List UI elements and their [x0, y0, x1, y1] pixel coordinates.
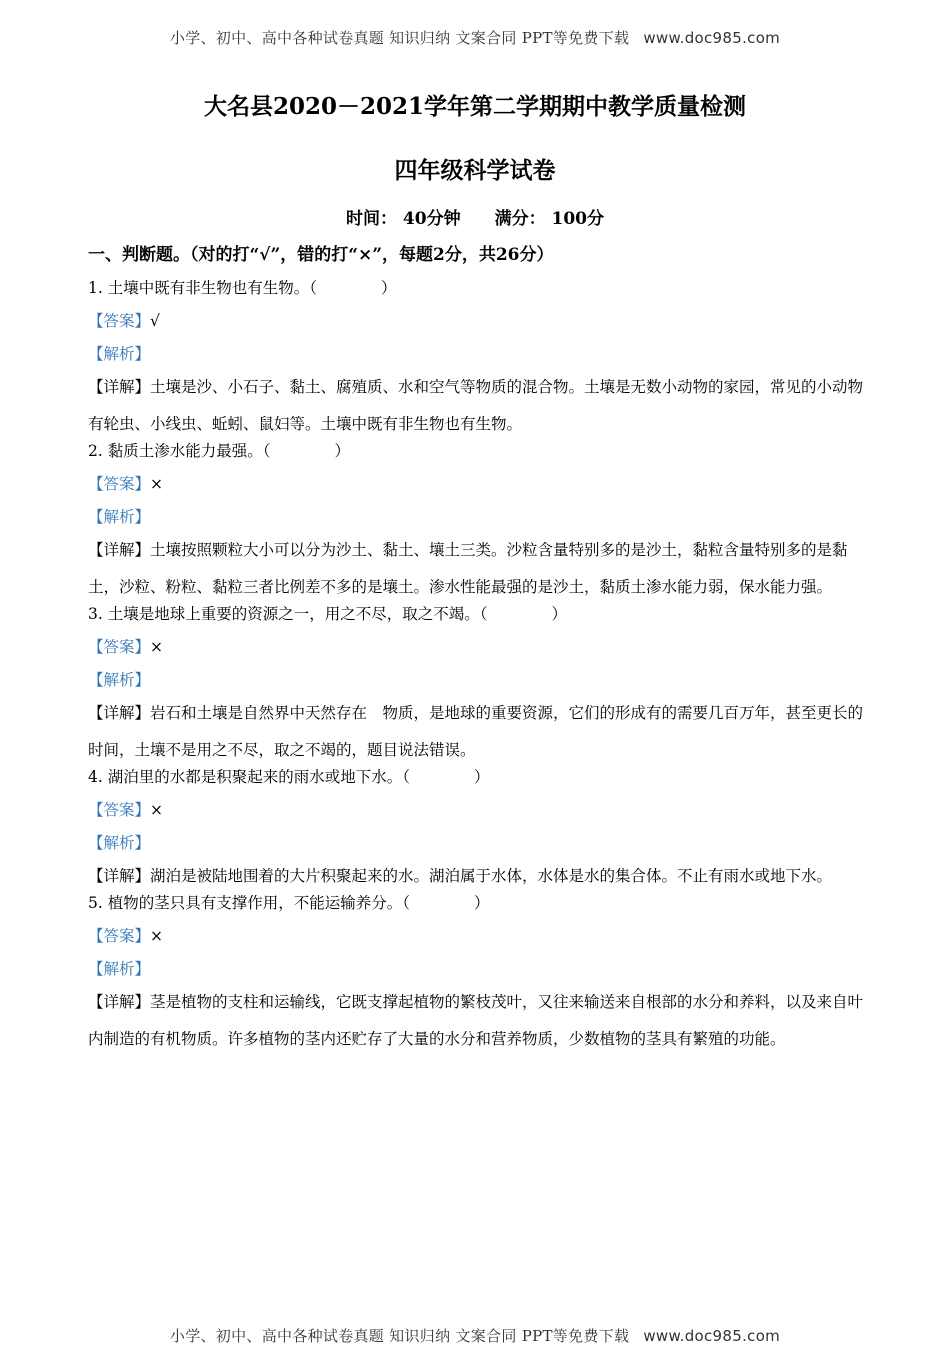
answer-5: 【答案】× — [88, 927, 164, 945]
banner-text: 小学、初中、高中各种试卷真题 知识归纳 文案合同 PPT等免费下载 — [169, 29, 630, 47]
doc-subtitle: 四年级科学试卷 — [394, 157, 556, 184]
analysis-2: 【解析】 — [88, 508, 151, 526]
question-3: 3. 土壤是地球上重要的资源之一，用之不尽，取之不竭。（ ） — [88, 605, 567, 623]
exam-info — [0, 204, 950, 229]
analysis-3: 【解析】 — [88, 671, 151, 689]
question-1: 1. 土壤中既有非生物也有生物。（ ） — [88, 279, 397, 297]
footer-banner — [0, 1325, 950, 1346]
detail-1: 【详解】土壤是沙、小石子、黏土、腐殖质、水和空气等物质的混合物。土壤是无数小动物的家园，常见的小动物有轮虫、小线虫、蚯蚓、鼠妇等。土壤中既有非生物也有生物。 — [88, 378, 864, 433]
question-5: 5. 植物的茎只具有支撑作用，不能运输养分。（ ） — [88, 894, 490, 912]
analysis-4: 【解析】 — [88, 834, 151, 852]
detail-4: 【详解】湖泊是被陆地围着的大片积聚起来的水。湖泊属于水体，水体是水的集合体。不止有雨水或地下水。 — [88, 867, 833, 885]
detail-3: 【详解】岩石和土壤是自然界中天然存在 物质，是地球的重要资源，它们的形成有的需要几百万年，甚至更长的时间，土壤不是用之不尽，取之不竭的，题目说法错误。 — [88, 704, 864, 759]
analysis-1: 【解析】 — [88, 345, 151, 363]
banner-site-link[interactable]: www.doc985.com — [643, 29, 781, 47]
doc-title: 大名县2020－2021学年第二学期期中教学质量检测 — [203, 93, 747, 120]
detail-2: 【详解】土壤按照颗粒大小可以分为沙土、黏土、壤土三类。沙粒含量特别多的是沙土，黏粒含量特别多的是黏土，沙粒、粉粒、黏粒三者比例差不多的是壤土。渗水性能最强的是沙土，黏质土渗水能力弱，保水能力强。 — [88, 541, 848, 596]
answer-3: 【答案】× — [88, 638, 164, 656]
section-heading: 一、判断题。（对的打“√”，错的打“×”，每题2分，共26分） — [88, 245, 554, 265]
question-2: 2. 黏质土渗水能力最强。（ ） — [88, 442, 350, 460]
banner-text: 小学、初中、高中各种试卷真题 知识归纳 文案合同 PPT等免费下载 — [169, 1327, 630, 1345]
analysis-5: 【解析】 — [88, 960, 151, 978]
banner-site-link[interactable]: www.doc985.com — [643, 1327, 781, 1345]
question-4: 4. 湖泊里的水都是积聚起来的雨水或地下水。（ ） — [88, 768, 490, 786]
exam-time: 时间： 40分钟 — [346, 209, 461, 229]
answer-2: 【答案】× — [88, 475, 164, 493]
answer-1: 【答案】√ — [88, 312, 160, 330]
answer-4: 【答案】× — [88, 801, 164, 819]
question-list — [88, 276, 864, 1058]
detail-5: 【详解】茎是植物的支柱和运输线，它既支撑起植物的繁枝茂叶，又往来输送来自根部的水分和养料，以及来自叶内制造的有机物质。许多植物的茎内还贮存了大量的水分和营养物质，少数植物的茎具有繁殖的功能。 — [88, 993, 864, 1048]
exam-score: 满分： 100分 — [494, 209, 604, 229]
header-banner — [0, 27, 950, 48]
